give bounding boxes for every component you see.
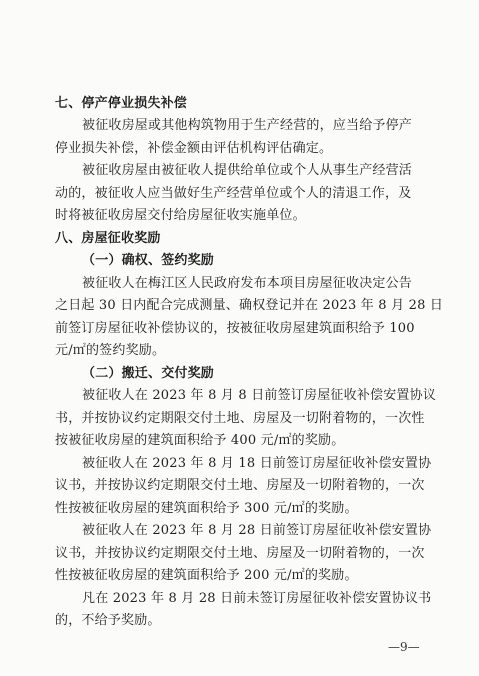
paragraph-line: 动的，被征收人应当做好生产经营单位或个人的清退工作，及 (55, 186, 412, 201)
subsection-heading-1: （一）确权、签约奖励 (82, 253, 215, 268)
paragraph-line: 性按被征收房屋的建筑面积给予 300 元/㎡的奖励。 (55, 501, 358, 516)
paragraph-line: 被征收人在 2023 年 8 月 8 日前签订房屋征收补偿安置协议 (82, 388, 437, 403)
paragraph-line: 被征收房屋或其他构筑物用于生产经营的，应当给予停产 (82, 118, 413, 133)
paragraph-line: 性按被征收房屋的建筑面积给予 200 元/㎡的奖励。 (55, 568, 358, 583)
paragraph-line: 被征收人在梅江区人民政府发布本项目房屋征收决定公告 (82, 276, 413, 291)
section-heading-7: 七、停产停业损失补偿 (55, 96, 188, 111)
paragraph-line: 元/㎡的签约奖励。 (55, 343, 166, 358)
paragraph-line: 停业损失补偿，补偿金额由评估机构评估确定。 (55, 141, 333, 156)
paragraph-line: 议书，并按协议约定期限交付土地、房屋及一切附着物的，一次 (55, 478, 425, 493)
paragraph-line: 按被征收房屋的建筑面积给予 400 元/㎡的奖励。 (55, 433, 345, 448)
subsection-heading-2: （二）搬迁、交付奖励 (82, 366, 215, 381)
page-number: —9— (388, 640, 420, 654)
paragraph-line: 前签订房屋征收补偿协议的，按被征收房屋建筑面积给予 100 (55, 321, 415, 336)
paragraph-line: 凡在 2023 年 8 月 28 日前未签订房屋征收补偿安置协议书 (82, 591, 432, 606)
paragraph-line: 议书，并按协议约定期限交付土地、房屋及一切附着物的，一次 (55, 546, 425, 561)
paragraph-line: 时将被征收房屋交付给房屋征收实施单位。 (55, 208, 306, 223)
paragraph-line: 之日起 30 日内配合完成测量、确权登记并在 2023 年 8 月 28 日 (55, 298, 444, 313)
paragraph-line: 被征收人在 2023 年 8 月 28 日前签订房屋征收补偿安置协 (82, 523, 432, 538)
paragraph-line: 书，并按协议约定期限交付土地、房屋及一切附着物的，一次性 (55, 411, 425, 426)
paragraph-line: 的，不给予奖励。 (55, 613, 161, 628)
paragraph-line: 被征收房屋由被征收人提供给单位或个人从事生产经营活 (82, 163, 413, 178)
section-heading-8: 八、房屋征收奖励 (55, 231, 161, 246)
paragraph-line: 被征收人在 2023 年 8 月 18 日前签订房屋征收补偿安置协 (82, 456, 432, 471)
